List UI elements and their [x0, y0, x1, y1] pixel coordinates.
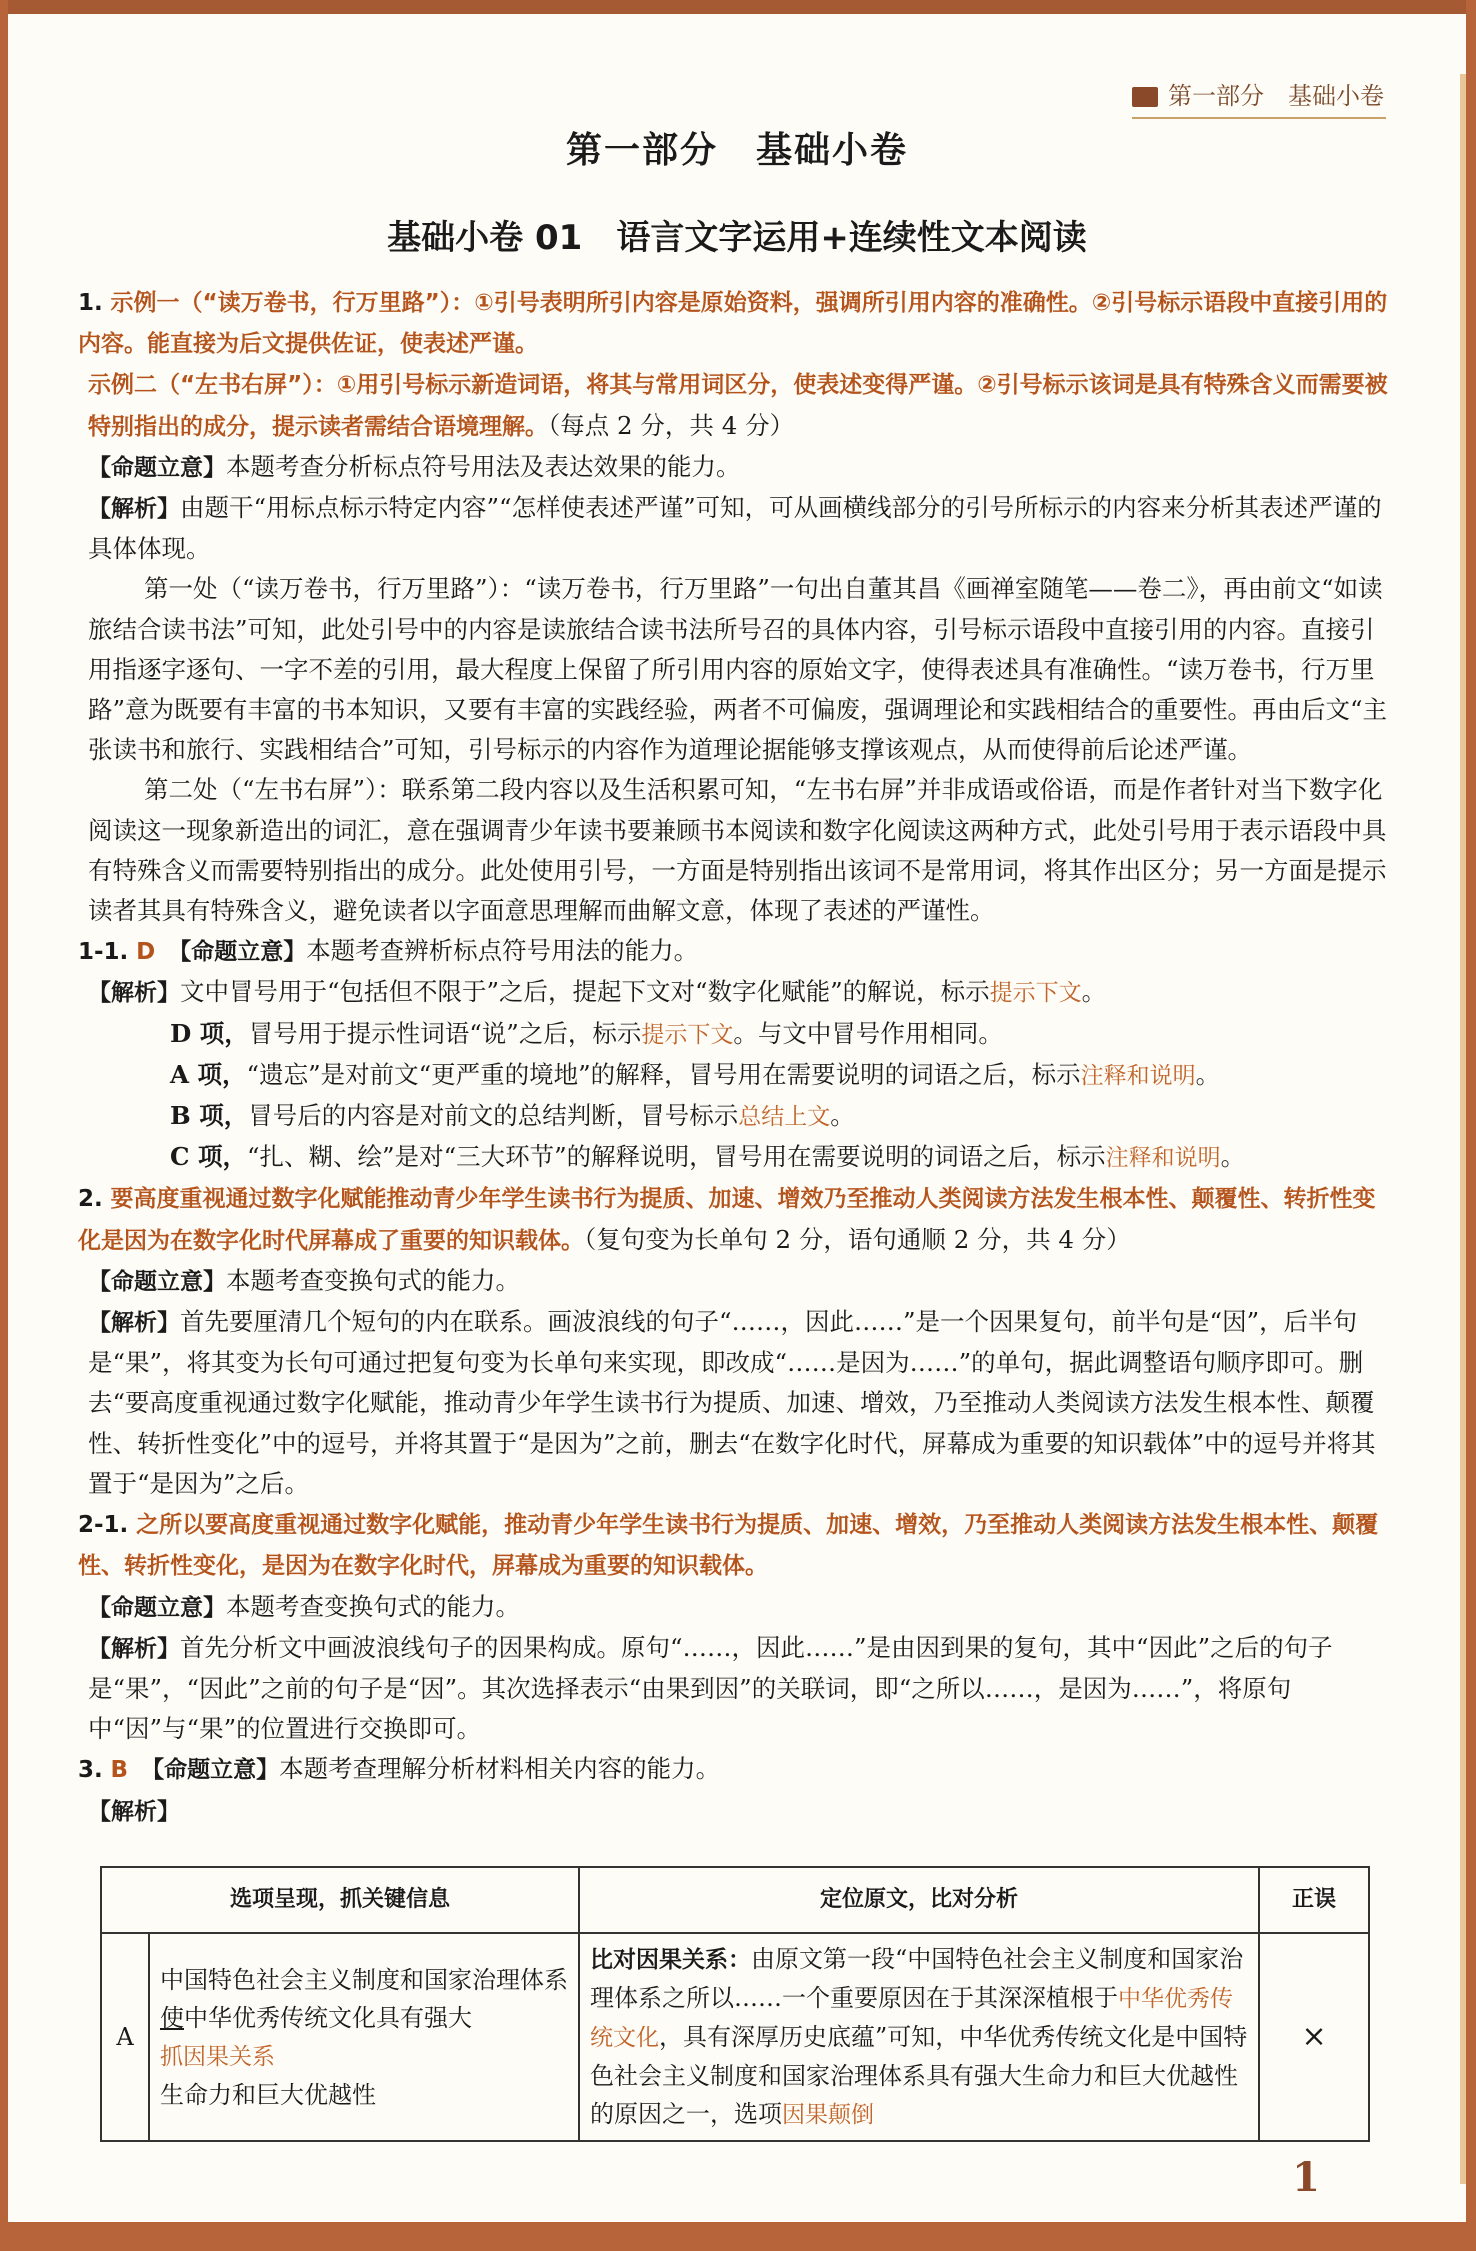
- q2-1-answer: 2-1. 之所以要高度重视通过数字化赋能，推动青少年学生读书行为提质、加速、增效，乃至推动人类阅读方法发生根本性、颠覆性、转折性变化，是因为在数字化时代，屏幕成为重要的知识载体。: [78, 1512, 1379, 1580]
- q3-analysis-tag: 【解析】: [88, 1798, 180, 1825]
- footer-strip: [0, 2222, 1476, 2251]
- table-header-verdict: 正误: [1259, 1867, 1369, 1933]
- table-header-analysis: 定位原文，比对分析: [579, 1867, 1259, 1933]
- q1-1-option-d: D 项，冒号用于提示性词语“说”之后，标示提示下文。与文中冒号作用相同。: [170, 1018, 1003, 1048]
- analysis-table: [100, 1866, 1370, 2142]
- page-number: 1: [1292, 2154, 1320, 2201]
- q1-answer-2: 示例二（“左书右屏”）：①用引号标示新造词语，将其与常用词区分，使表述变得严谨。②引号标示该词是具有特殊含义而需要被特别指出的成分，提示读者需结合语境理解。（每点 2 分，共 4 分）: [88, 372, 1388, 440]
- part-title: 第一部分 基础小卷: [565, 130, 908, 171]
- q2-1-analysis: 【解析】首先分析文中画波浪线句子的因果构成。原句“……，因此……”是由因到果的复句，其中“因此”之后的句子是“果”，“因此”之前的句子是“因”。其次选择表示“由果到因”的关联词，即“之所以……，是因为……”，将原句中“因”与“果”的位置进行交换即可。: [88, 1632, 1333, 1744]
- table-row: [101, 1933, 1369, 2141]
- bookmark-icon: [1132, 87, 1158, 107]
- q1-intent: 【命题立意】本题考查分析标点符号用法及表达效果的能力。: [88, 451, 741, 481]
- q1-1-option-b: B 项，冒号后的内容是对前文的总结判断，冒号标示总结上文。: [170, 1101, 855, 1131]
- q1-1-option-a: A 项，“遗忘”是对前文“更严重的境地”的解释，冒号用在需要说明的词语之后，标示注释和说明。: [170, 1059, 1221, 1089]
- header-section: 基础小卷: [1288, 82, 1384, 110]
- section-header-tag: [1132, 76, 1386, 119]
- page-edge: [1460, 74, 1466, 2184]
- table-row-option: 中国特色社会主义制度和国家治理体系使中华优秀传统文化具有强大 抓因果关系 生命力和巨大优越性: [149, 1933, 579, 2141]
- table-header-row: [101, 1867, 1369, 1933]
- table-row-verdict: ×: [1259, 1933, 1369, 2141]
- q1-1-answer: 1-1. D 【命题立意】本题考查辨析标点符号用法的能力。: [78, 936, 699, 966]
- q2-analysis: 【解析】首先要厘清几个短句的内在联系。画波浪线的句子“……，因此……”是一个因果复句，前半句是“因”，后半句是“果”，将其变为长句可通过把复句变为长单句来实现，即改成“……是因为……”的单句，据此调整语句顺序即可。删去“要高度重视通过数字化赋能，推动青少年学生读书行为提质、加速、增效，乃至推动人类阅读方法发生根本性、颠覆性、转折性变化”中的逗号，并将其置于“是因为”之前，删去“在数字化时代，屏幕成为重要的知识载体”中的逗号并将其置于“是因为”之后。: [88, 1307, 1376, 1498]
- q3-answer: 3. B 【命题立意】本题考查理解分析材料相关内容的能力。: [78, 1754, 721, 1784]
- q1-para-1: 第一处（“读万卷书，行万里路”）：“读万卷书，行万里路”一句出自董其昌《画禅室随笔——卷二》，再由前文“如读旅结合读书法”可知，此处引号中的内容是读旅结合读书法所号召的具体内容，引号标示语段中直接引用的内容。直接引用指逐字逐句、一字不差的引用，最大程度上保留了所引用内容的原始文字，使得表述具有准确性。“读万卷书，行万里路”意为既要有丰富的书本知识，又要有丰富的实践经验，两者不可偏废，强调理论和实践相结合的重要性。再由后文“主张读书和旅行、实践相结合”可知，引号标示的内容作为道理论据能够支撑该观点，从而使得前后论述严谨。: [88, 574, 1388, 765]
- table-header-option: 选项呈现，抓关键信息: [101, 1867, 579, 1933]
- q2-1-intent: 【命题立意】本题考查变换句式的能力。: [88, 1591, 520, 1621]
- table-row-letter: A: [101, 1933, 149, 2141]
- q1-1-option-c: C 项，“扎、糊、绘”是对“三大环节”的解释说明，冒号用在需要说明的词语之后，标示注释和说明。: [170, 1142, 1246, 1172]
- table-row-analysis: 比对因果关系：由原文第一段“中国特色社会主义制度和国家治理体系之所以……一个重要原因在于其深深植根于中华优秀传统文化，具有深厚历史底蕴”可知，中华优秀传统文化是中国特色社会主义制度和国家治理体系具有强大生命力和巨大优越性的原因之一，选项因果颠倒: [579, 1933, 1259, 2141]
- q1-analysis: 【解析】由题干“用标点标示特定内容”“怎样使表述严谨”可知，可从画横线部分的引号所标示的内容来分析其表述严谨的具体体现。: [88, 493, 1382, 564]
- q2-intent: 【命题立意】本题考查变换句式的能力。: [88, 1265, 520, 1295]
- header-part: 第一部分: [1168, 82, 1264, 110]
- q1-1-analysis: 【解析】文中冒号用于“包括但不限于”之后，提起下文对“数字化赋能”的解说，标示提示下文。: [88, 977, 1107, 1007]
- paper-subtitle: 基础小卷 01 语言文字运用+连续性文本阅读: [387, 218, 1087, 258]
- q1-para-2: 第二处（“左书右屏”）：联系第二段内容以及生活积累可知，“左书右屏”并非成语或俗语，而是作者针对当下数字化阅读这一现象新造出的词汇，意在强调青少年读书要兼顾书本阅读和数字化阅读这两种方式，此处引号用于表示语段中具有特殊含义而需要特别指出的成分。此处使用引号，一方面是特别指出该词不是常用词，将其作出区分；另一方面是提示读者其具有特殊含义，避免读者以字面意思理解而曲解文意，体现了表述的严谨性。: [88, 775, 1387, 926]
- q1-answer-1: 1. 示例一（“读万卷书，行万里路”）：①引号表明所引内容是原始资料，强调所引用内容的准确性。②引号标示语段中直接引用的内容。能直接为后文提供佐证，使表述严谨。: [78, 290, 1388, 358]
- answer-content: [78, 282, 1390, 1832]
- page: [8, 0, 1466, 2222]
- q2-answer: 2. 要高度重视通过数字化赋能推动青少年学生读书行为提质、加速、增效乃至推动人类阅读方法发生根本性、颠覆性、转折性变化是因为在数字化时代屏幕成了重要的知识载体。（复句变为长单句 2 分，语句通顺 2 分，共 4 分）: [78, 1186, 1376, 1254]
